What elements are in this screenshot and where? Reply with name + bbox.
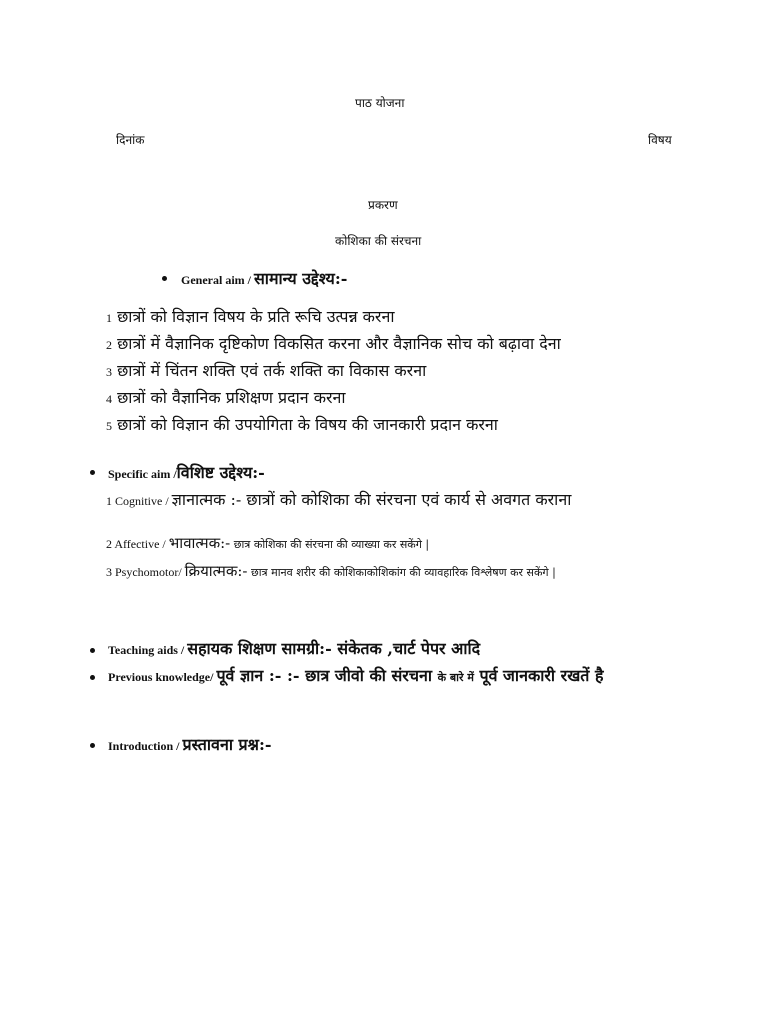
specific-aim-heading — [108, 461, 265, 483]
specific-aim-cognitive: 1 Cognitive / ज्ञानात्मक :- छात्रों को कोशिका की संरचना एवं कार्य से अवगत कराना — [106, 490, 572, 509]
topic-label: प्रकरण — [368, 198, 398, 212]
general-aim-item: 5 छात्रों को विज्ञान की उपयोगिता के विषय की जानकारी प्रदान करना — [106, 415, 498, 434]
specific-aim-label-en: Specific aim / — [108, 467, 177, 481]
general-aim-item: 2 छात्रों में वैज्ञानिक दृष्टिकोण विकसित करना और वैज्ञानिक सोच को बढ़ावा देना — [106, 334, 561, 353]
bullet-icon — [162, 276, 167, 281]
general-aim-item: 4 छात्रों को वैज्ञानिक प्रशिक्षण प्रदान करना — [106, 388, 346, 407]
bullet-icon — [90, 648, 95, 653]
general-aim-label-en: General aim / — [181, 273, 254, 287]
page-title: पाठ योजना — [355, 96, 405, 110]
specific-aim-psychomotor: 3 Psychomotor/ क्रियात्मक:- छात्र मानव शरीर की कोशिकाकोशिकांग की व्यावहारिक विश्लेषण कर सकेंगे | — [106, 562, 556, 580]
general-aim-label-hi: सामान्य उद्देश्य:- — [253, 269, 348, 288]
bullet-icon — [90, 470, 95, 475]
specific-aim-affective: 2 Affective / भावात्मक:- छात्र कोशिका की संरचना की व्याख्या कर सकेंगे | — [106, 534, 430, 552]
topic-text: कोशिका की संरचना — [335, 234, 422, 248]
general-aim-item: 3 छात्रों में चिंतन शक्ति एवं तर्क शक्ति का विकास करना — [106, 361, 427, 380]
introduction: Introduction / प्रस्तावना प्रश्न:- — [108, 735, 272, 754]
general-aim-heading — [181, 267, 347, 289]
specific-aim-label-hi: विशिष्ट उद्देश्य:- — [176, 463, 265, 482]
bullet-icon — [90, 675, 95, 680]
bullet-icon — [90, 743, 95, 748]
previous-knowledge: Previous knowledge/ पूर्व ज्ञान :- :- छात्र जीवो की संरचना के बारे में पूर्व जानकारी रखतें है — [108, 666, 604, 685]
general-aim-item: 1 छात्रों को विज्ञान विषय के प्रति रूचि उत्पन्न करना — [106, 307, 395, 326]
subject-label: विषय — [648, 133, 672, 147]
date-label: दिनांक — [116, 133, 145, 147]
teaching-aids: Teaching aids / सहायक शिक्षण सामग्री:- संकेतक ,चार्ट पेपर आदि — [108, 639, 481, 658]
